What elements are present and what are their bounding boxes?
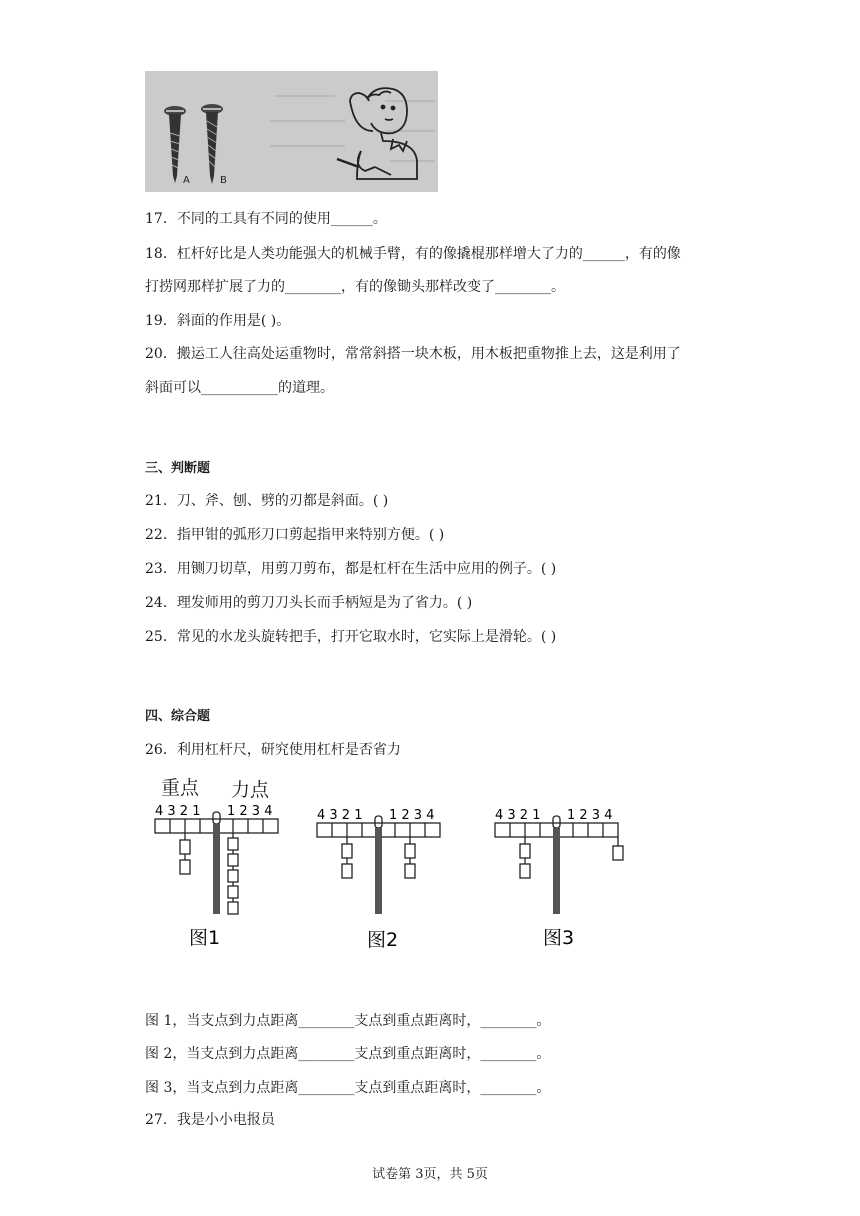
question-20-line2: 斜面可以___________的道理。 xyxy=(145,380,334,396)
lever-figure-2 xyxy=(317,808,440,951)
section-4-title: 四、综合题 xyxy=(145,709,211,724)
question-25: 25．常见的水龙头旋转把手，打开它取水时，它实际上是滑轮。( ) xyxy=(145,629,557,645)
question-26-figure-3: 图 3，当支点到力点距离________支点到重点距离时，________。 xyxy=(145,1080,551,1096)
question-26-figure-2: 图 2，当支点到力点距离________支点到重点距离时，________。 xyxy=(145,1046,551,1062)
question-21: 21．刀、斧、刨、劈的刃都是斜面。( ) xyxy=(145,493,389,509)
question-23: 23．用铡刀切草，用剪刀剪布，都是杠杆在生活中应用的例子。( ) xyxy=(145,561,557,577)
question-17: 17．不同的工具有不同的使用______。 xyxy=(145,211,387,227)
fig3-caption: 图3 xyxy=(543,927,575,949)
lever-figures xyxy=(145,772,645,952)
question-24: 24．理发师用的剪刀刀头长而手柄短是为了省力。( ) xyxy=(145,595,473,611)
lever-figures-svg xyxy=(145,772,645,952)
lever-figure-3 xyxy=(495,808,623,949)
photo-label-b: B xyxy=(220,175,227,186)
question-26-figure-1: 图 1，当支点到力点距离________支点到重点距离时，________。 xyxy=(145,1013,551,1029)
page-footer: 试卷第 3页，共 5页 xyxy=(372,1167,488,1182)
question-27: 27．我是小小电报员 xyxy=(145,1112,275,1128)
photo-label-a: A xyxy=(183,175,190,186)
section-3-title: 三、判断题 xyxy=(145,461,211,476)
lever-figure-1 xyxy=(155,804,278,949)
question-19: 19．斜面的作用是( )。 xyxy=(145,313,291,329)
fig3-scale-left: 4 3 2 1 xyxy=(495,808,541,823)
question-18-line2: 打捞网那样扩展了力的________，有的像锄头那样改变了________。 xyxy=(145,279,565,295)
fig2-caption: 图2 xyxy=(367,929,399,951)
fig2-scale-right: 1 2 3 4 xyxy=(389,808,435,823)
screws-and-boy-photo xyxy=(145,71,438,192)
fig1-caption: 图1 xyxy=(189,927,221,949)
question-22: 22．指甲钳的弧形刀口剪起指甲来特别方便。( ) xyxy=(145,527,445,543)
question-26: 26．利用杠杆尺，研究使用杠杆是否省力 xyxy=(145,742,401,758)
fig1-scale-right: 1 2 3 4 xyxy=(227,804,273,819)
question-18-line1: 18．杠杆好比是人类功能强大的机械手臂，有的像撬棍那样增大了力的______，有的像 xyxy=(145,246,681,262)
question-20-line1: 20．搬运工人往高处运重物时，常常斜搭一块木板，用木板把重物推上去，这是利用了 xyxy=(145,346,681,362)
photo-drawing xyxy=(145,71,438,192)
label-weight-point: 重点 xyxy=(161,777,200,799)
fig1-scale-left: 4 3 2 1 xyxy=(155,804,201,819)
label-force-point: 力点 xyxy=(231,779,270,801)
fig3-scale-right: 1 2 3 4 xyxy=(567,808,613,823)
fig2-scale-left: 4 3 2 1 xyxy=(317,808,363,823)
